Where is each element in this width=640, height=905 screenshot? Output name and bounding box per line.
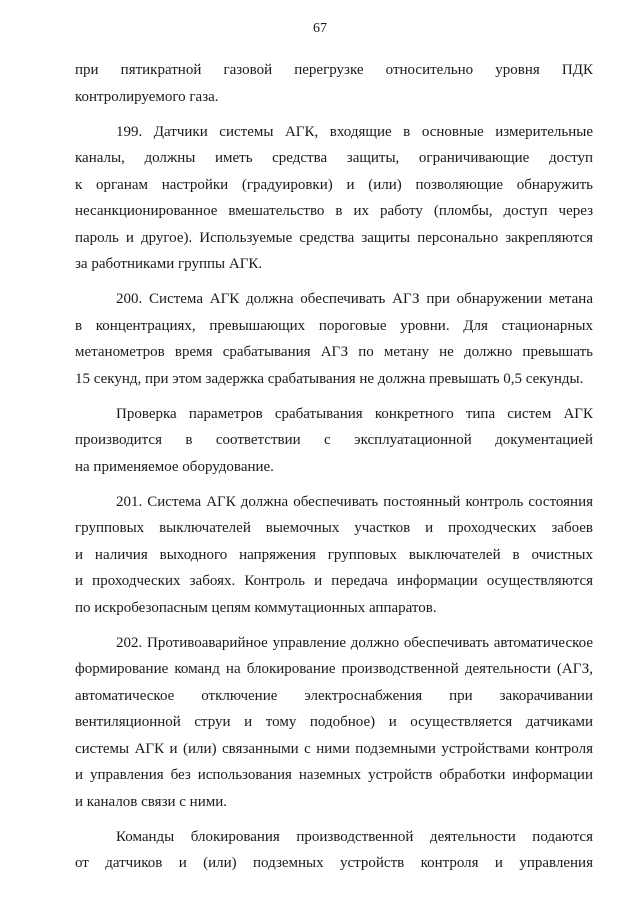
paragraph bbox=[75, 489, 593, 622]
paragraph bbox=[75, 286, 593, 392]
text-line: 199. Датчики системы АГК, входящие в основные измерительные bbox=[116, 123, 593, 140]
text-line: к органам настройки (градуировки) и (или) позволяющие обнаружить bbox=[75, 176, 593, 193]
text-line: формирование команд на блокирование производственной деятельности (АГЗ, bbox=[75, 661, 593, 677]
text-line: производится в соответствии с эксплуатационной документацией bbox=[75, 432, 593, 448]
text-line: 202. Противоаварийное управление должно обеспечивать автоматическое bbox=[116, 634, 593, 651]
text-line: 200. Система АГК должна обеспечивать АГЗ при обнаружении метана bbox=[116, 291, 593, 307]
paragraph bbox=[75, 630, 593, 816]
page-body bbox=[75, 57, 593, 885]
text-line: Команды блокирования производственной деятельности подаются bbox=[116, 828, 593, 845]
text-line: и каналов связи с ними. bbox=[75, 793, 228, 810]
text-line: на применяемое оборудование. bbox=[75, 458, 274, 475]
text-line: контролируемого газа. bbox=[75, 88, 219, 105]
text-line: по искробезопасным цепям коммутационных аппаратов. bbox=[75, 599, 437, 616]
text-line: каналы, должны иметь средства защиты, ограничивающие доступ bbox=[75, 150, 593, 166]
text-line: системы АГК и (или) связанными с ними подземными устройствами контроля bbox=[75, 740, 593, 757]
text-line: 15 секунд, при этом задержка срабатывания не должна превышать 0,5 секунды. bbox=[75, 370, 584, 387]
text-line: несанкционированное вмешательство в их работу (пломбы, доступ через bbox=[75, 203, 593, 219]
text-line: 201. Система АГК должна обеспечивать постоянный контроль состояния bbox=[116, 493, 593, 510]
text-line: и управления без использования наземных устройств обработки информации bbox=[75, 767, 593, 783]
text-line: за работниками группы АГК. bbox=[75, 256, 263, 272]
text-line: и наличия выходного напряжения групповых выключателей в очистных bbox=[75, 546, 593, 563]
paragraph bbox=[75, 57, 593, 110]
text-line: Проверка параметров срабатывания конкретного типа систем АГК bbox=[116, 405, 593, 422]
paragraph bbox=[75, 119, 593, 278]
text-line: от датчиков и (или) подземных устройств контроля и управления bbox=[75, 855, 593, 871]
paragraph bbox=[75, 824, 593, 877]
page-number: 67 bbox=[313, 21, 327, 36]
paragraph bbox=[75, 401, 593, 481]
text-line: вентиляционной струи и тому подобное) и осуществляется датчиками bbox=[75, 714, 593, 730]
text-line: пароль и другое). Используемые средства защиты персонально закрепляются bbox=[75, 229, 593, 246]
text-line: при пятикратной газовой перегрузке относительно уровня ПДК bbox=[75, 62, 593, 78]
text-line: в концентрациях, превышающих пороговые уровни. Для стационарных bbox=[75, 317, 593, 334]
text-line: и проходческих забоях. Контроль и передача информации осуществляются bbox=[75, 573, 593, 589]
text-line: метанометров время срабатывания АГЗ по метану не должно превышать bbox=[75, 344, 593, 360]
text-line: автоматическое отключение электроснабжения при закорачивании bbox=[75, 687, 593, 704]
text-line: групповых выключателей выемочных участков и проходческих забоев bbox=[75, 520, 593, 536]
